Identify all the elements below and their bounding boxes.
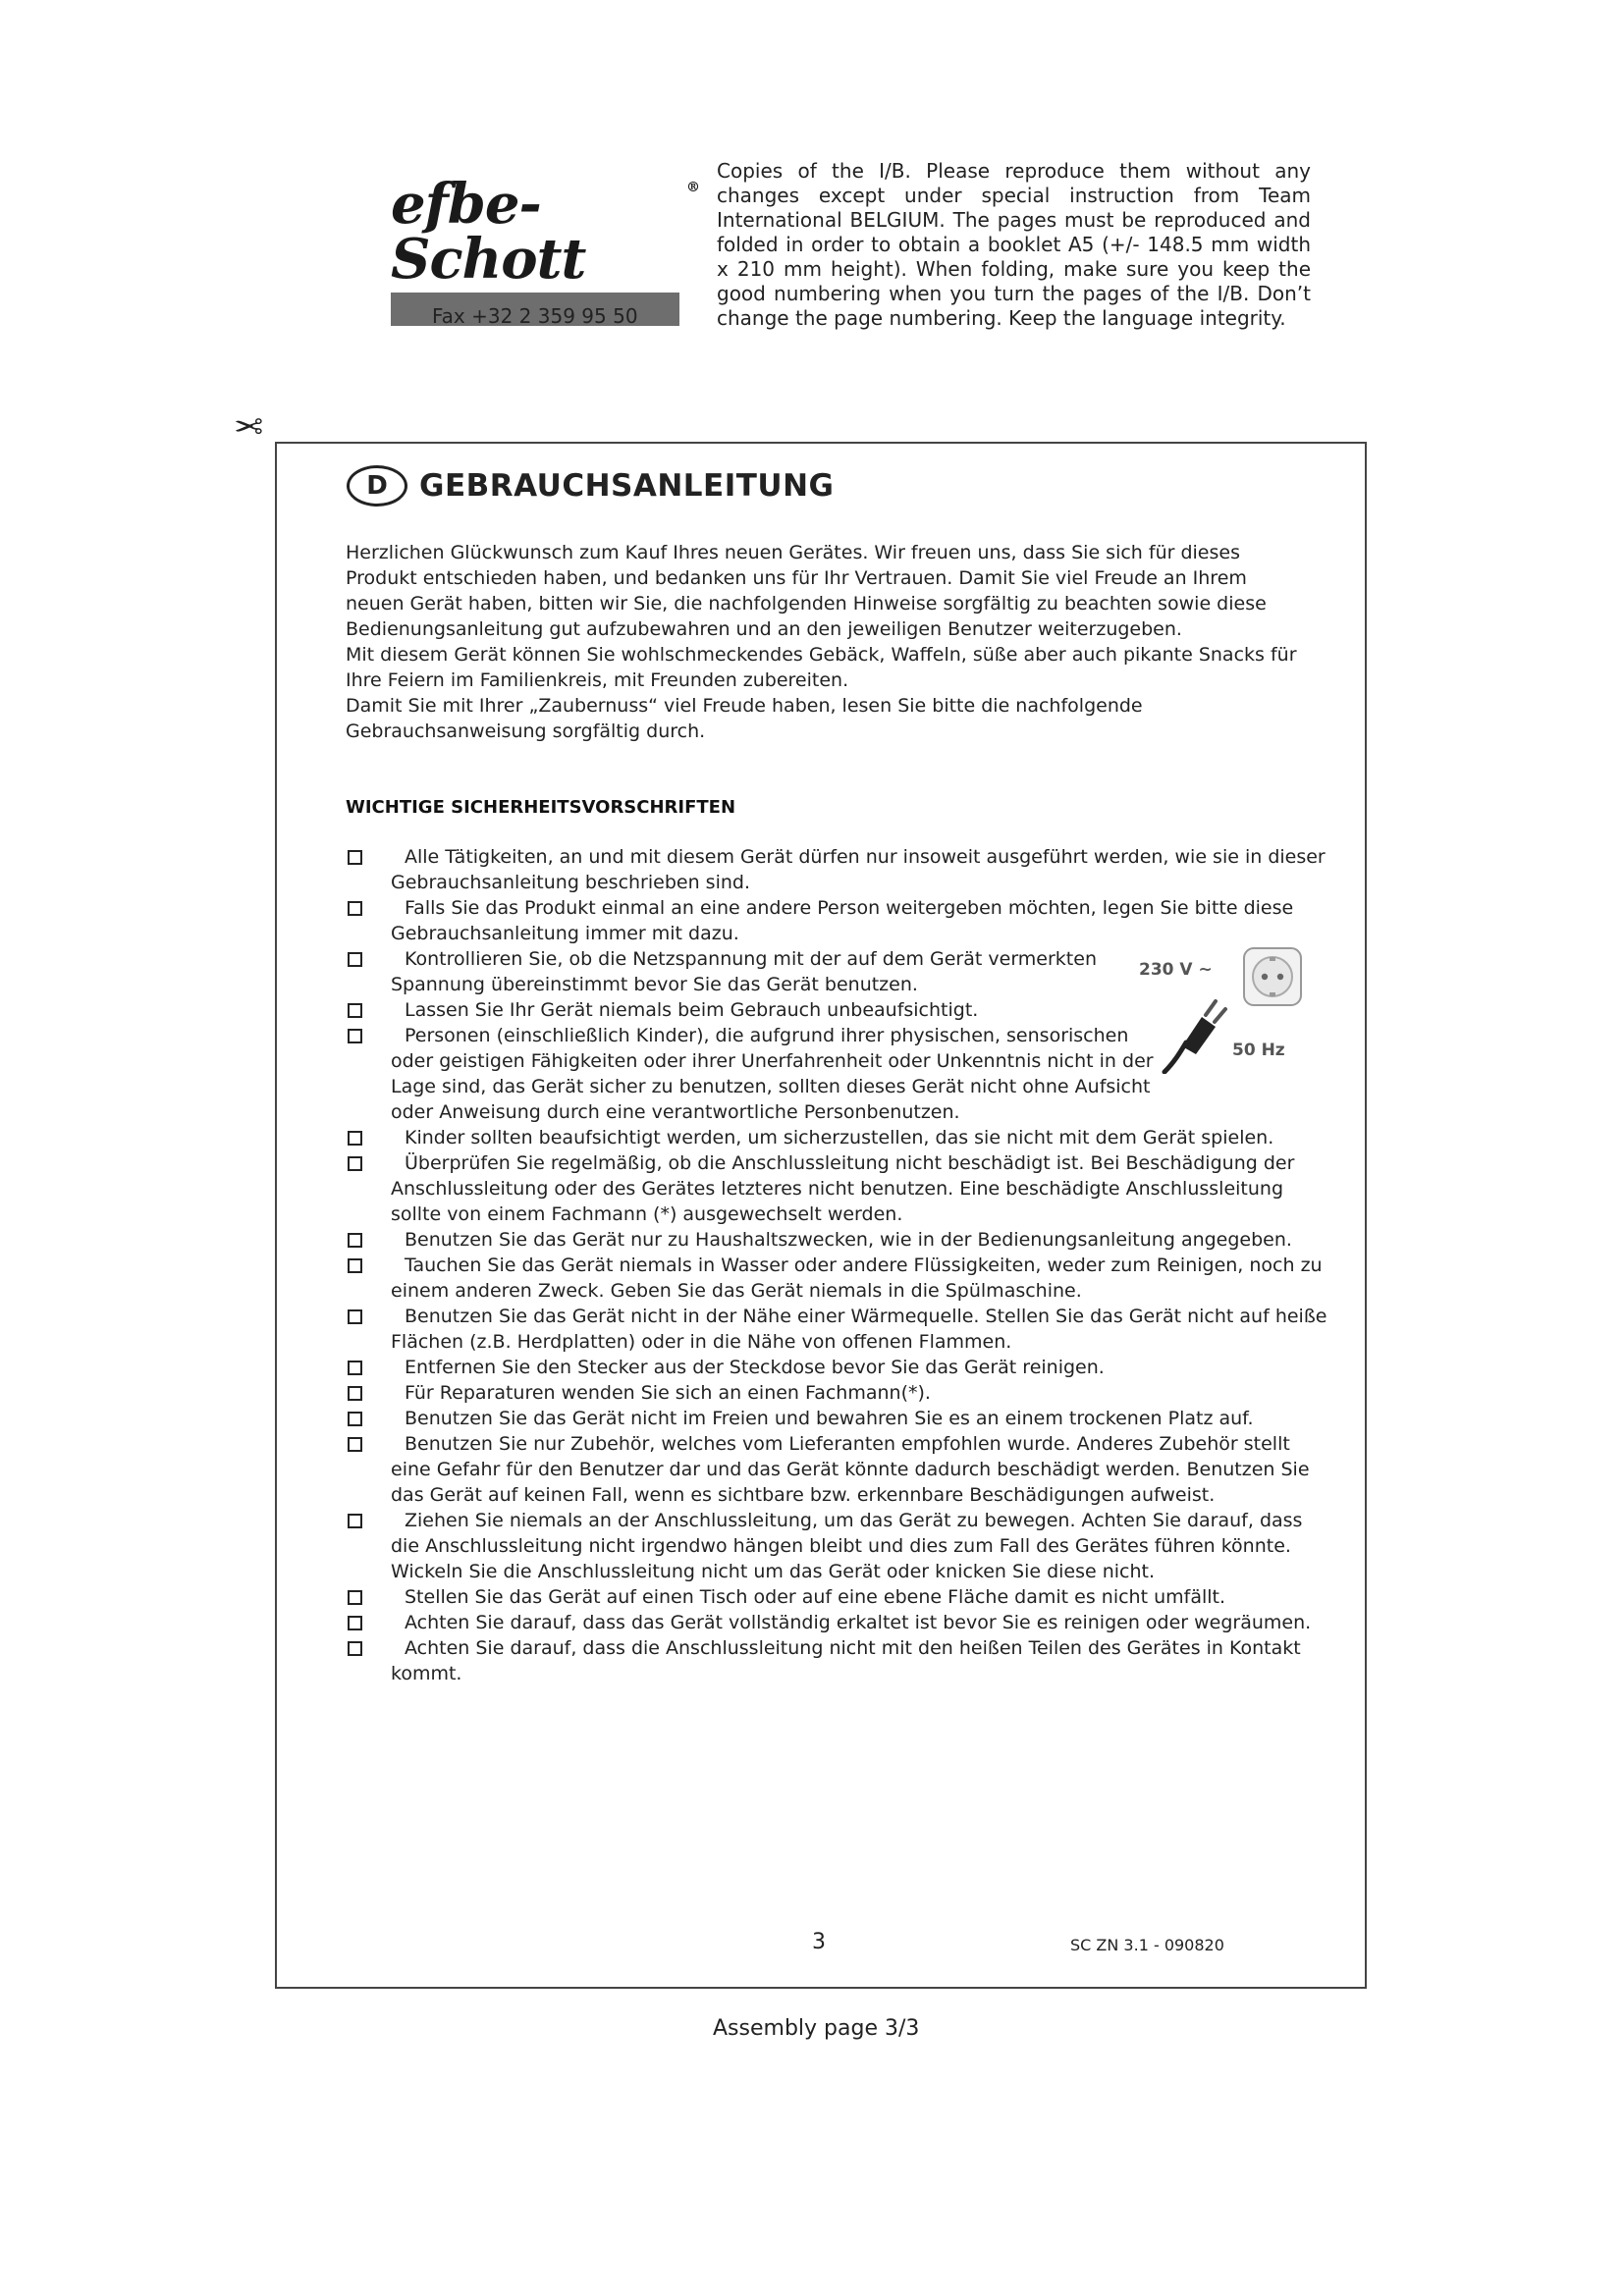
checkbox-icon [348,901,362,916]
checkbox-icon [348,1156,362,1171]
rule-text: Kontrollieren Sie, ob die Netzspannung mit der auf dem Gerät vermerkten Spannung übereinstimmt bevor Sie das Gerät benutzen. [391,948,1097,995]
list-item [346,1227,1327,1253]
list-item [346,1508,1327,1584]
checkbox-icon [348,1131,362,1146]
intro-paragraph: Damit Sie mit Ihrer „Zaubernuss“ viel Freude haben, lesen Sie bitte die nachfolgende Gebrauchsanweisung sorgfältig durch. [346,695,1143,742]
power-requirements-figure [1139,946,1345,1084]
list-item [346,1635,1327,1686]
list-item [346,1150,1327,1227]
intro-text [346,540,1308,744]
rule-text: Stellen Sie das Gerät auf einen Tisch oder auf eine ebene Fläche damit es nicht umfällt. [405,1586,1226,1608]
registered-mark: ® [686,180,699,195]
checkbox-icon [348,1616,362,1630]
rule-text: Achten Sie darauf, dass die Anschlussleitung nicht mit den heißen Teilen des Gerätes in Kontakt kommt. [391,1637,1301,1684]
rule-text: Ziehen Sie niemals an der Anschlussleitung, um das Gerät zu bewegen. Achten Sie darauf, dass die Anschlussleitung nicht irgendwo hängen bleibt und dies zum Fall des Gerätes führen könnte. Wickeln Sie die Anschlussleitung nicht um das Gerät oder knicken Sie diese nicht. [391,1510,1303,1582]
frequency-label: 50 Hz [1232,1041,1285,1060]
copies-notice: Copies of the I/B. Please reproduce them without any changes except under special instruction from Team International BELGIUM. The pages must be reproduced and folded in order to obtain a booklet A5 (+/- 148.5 mm width x 210 mm height). When folding, make sure you keep the good numbering when you turn the pages of the I/B. Don’t change the page numbering. Keep the language integrity. [717,159,1311,330]
rule-text: Benutzen Sie das Gerät nur zu Haushaltszwecken, wie in der Bedienungsanleitung angegeben. [405,1229,1292,1251]
rule-text: Benutzen Sie das Gerät nicht in der Nähe einer Wärmequelle. Stellen Sie das Gerät nicht auf heiße Flächen (z.B. Herdplatten) oder in die Nähe von offenen Flammen. [391,1306,1327,1353]
list-item [346,844,1327,895]
checkbox-icon [348,1029,362,1043]
checkbox-icon [348,1641,362,1656]
wall-socket-icon [1242,946,1303,1007]
rule-text: Alle Tätigkeiten, an und mit diesem Gerät dürfen nur insoweit ausgeführt werden, wie sie in dieser Gebrauchsanleitung beschrieben sind. [391,846,1326,893]
rule-text: Entfernen Sie den Stecker aus der Steckdose bevor Sie das Gerät reinigen. [405,1357,1105,1378]
manual-heading [347,465,834,507]
rule-text: Kinder sollten beaufsichtigt werden, um sicherzustellen, das sie nicht mit dem Gerät spielen. [405,1127,1274,1148]
fax-number: Fax +32 2 359 95 50 [432,304,638,328]
checkbox-icon [348,1386,362,1401]
language-badge: D [347,465,407,507]
intro-paragraph: Herzlichen Glückwunsch zum Kauf Ihres neuen Gerätes. Wir freuen uns, dass Sie sich für dieses Produkt entschieden haben, und bedanken uns für Ihr Vertrauen. Damit Sie viel Freude an Ihrem neuen Gerät haben, bitten wir Sie, die nachfolgenden Hinweise sorgfältig zu beachten sowie diese Bedienungsanleitung gut aufzubewahren und an den jeweiligen Benutzer weiterzugeben. [346,542,1267,640]
logo-text: efbe-Schott [391,172,586,292]
safety-heading: WICHTIGE SICHERHEITSVORSCHRIFTEN [346,797,736,818]
document-code: SC ZN 3.1 - 090820 [1070,1936,1224,1954]
logo-wordmark [391,172,699,292]
checkbox-icon [348,1590,362,1605]
manual-page-frame [275,442,1367,1989]
rule-text: Lassen Sie Ihr Gerät niemals beim Gebrauch unbeaufsichtigt. [405,999,979,1021]
list-item [346,1406,1327,1431]
checkbox-icon [348,1258,362,1273]
list-item [346,1584,1327,1610]
rule-text: Falls Sie das Produkt einmal an eine andere Person weitergeben möchten, legen Sie bitte diese Gebrauchsanleitung immer mit dazu. [391,897,1294,944]
list-item [346,1610,1327,1635]
checkbox-icon [348,850,362,865]
power-plug-icon [1161,995,1229,1074]
list-item [346,1125,1327,1150]
checkbox-icon [348,1361,362,1375]
checkbox-icon [348,1309,362,1324]
rule-text: Benutzen Sie nur Zubehör, welches vom Lieferanten empfohlen wurde. Anderes Zubehör stellt eine Gefahr für den Benutzer dar und das Gerät könnte dadurch beschädigt werden. Benutzen Sie das Gerät auf keinen Fall, wenn es sichtbare bzw. erkennbare Beschädigungen aufweist. [391,1433,1310,1506]
rule-text: Tauchen Sie das Gerät niemals in Wasser oder andere Flüssigkeiten, weder zum Reinigen, noch zu einem anderen Zweck. Geben Sie das Gerät niemals in die Spülmaschine. [391,1255,1323,1302]
list-item [346,1380,1327,1406]
checkbox-icon [348,1437,362,1452]
checkbox-icon [348,1412,362,1426]
list-item [346,1253,1327,1304]
rule-text: Personen (einschließlich Kinder), die aufgrund ihrer physischen, sensorischen oder geistigen Fähigkeiten oder ihrer Unerfahrenheit oder Unkenntnis nicht in der Lage sind, das Gerät sicher zu benutzen, sollten dieses Gerät nicht ohne Aufsicht oder Anweisung durch eine verantwortliche Personbenutzen. [391,1025,1154,1123]
assembly-page-note: Assembly page 3/3 [713,2016,920,2041]
scissors-icon: ✂ [234,404,264,445]
checkbox-icon [348,1233,362,1248]
list-item [346,895,1327,946]
list-item [346,1304,1327,1355]
rule-text: Für Reparaturen wenden Sie sich an einen Fachmann(*). [405,1382,931,1404]
rule-text: Achten Sie darauf, dass das Gerät vollständig erkaltet ist bevor Sie es reinigen oder wegräumen. [405,1612,1312,1633]
list-item [346,1355,1327,1380]
voltage-label: 230 V ~ [1139,960,1213,980]
rule-text: Überprüfen Sie regelmäßig, ob die Anschlussleitung nicht beschädigt ist. Bei Beschädigung der Anschlussleitung oder des Gerätes letzteres nicht benutzen. Eine beschädigte Anschlussleitung sollte von einem Fachmann (*) ausgewechselt werden. [391,1152,1295,1225]
page-number: 3 [812,1930,826,1954]
checkbox-icon [348,1514,362,1528]
list-item [346,1431,1327,1508]
checkbox-icon [348,952,362,967]
page-title: GEBRAUCHSANLEITUNG [419,468,835,504]
rule-text: Benutzen Sie das Gerät nicht im Freien und bewahren Sie es an einem trockenen Platz auf. [405,1408,1254,1429]
checkbox-icon [348,1003,362,1018]
intro-paragraph: Mit diesem Gerät können Sie wohlschmeckendes Gebäck, Waffeln, süße aber auch pikante Snacks für Ihre Feiern im Familienkreis, mit Freunden zubereiten. [346,644,1297,691]
